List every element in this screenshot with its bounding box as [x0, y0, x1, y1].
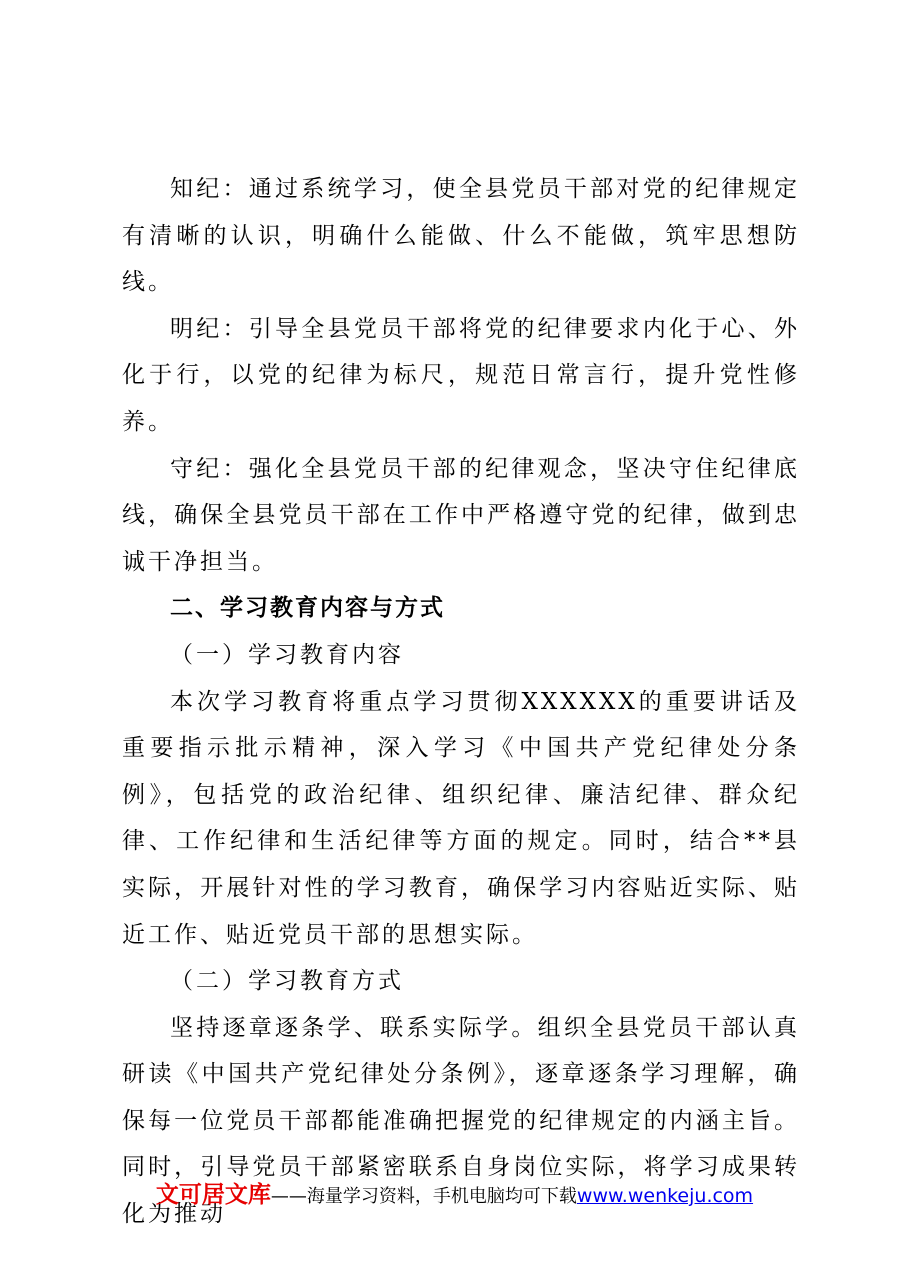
paragraph-study-content: 本次学习教育将重点学习贯彻XXXXXX的重要讲话及重要指示批示精神，深入学习《中国共产党纪律处分条例》，包括党的政治纪律、组织纪律、廉洁纪律、群众纪律、工作纪律和生活纪律等方面的规定。同时，结合**县实际，开展针对性的学习教育，确保学习内容贴近实际、贴近工作、贴近党员干部的思想实际。 — [122, 688, 800, 948]
paragraph-shouji: 守纪：强化全县党员干部的纪律观念，坚决守住纪律底线，确保全县党员干部在工作中严格遵守党的纪律，做到忠诚干净担当。 — [122, 455, 800, 575]
section-heading-content-and-method: 二、学习教育内容与方式 — [170, 595, 445, 622]
paragraph-study-method: 坚持逐章逐条学、联系实际学。组织全县党员干部认真研读《中国共产党纪律处分条例》，逐章逐条学习理解，确保每一位党员干部都能准确把握党的纪律规定的内涵主旨。同时，引导党员干部紧密联系自身岗位实际，将学习成果转化为推动 — [122, 1014, 800, 1228]
paragraph-mingji: 明纪：引导全县党员干部将党的纪律要求内化于心、外化于行，以党的纪律为标尺，规范日常言行，提升党性修养。 — [122, 315, 800, 435]
footer-brand: 文可居文库 — [155, 1182, 271, 1208]
footer-slogan: ——海量学习资料，手机电脑均可下载 — [270, 1186, 577, 1207]
paragraph-zhiji: 知纪：通过系统学习，使全县党员干部对党的纪律规定有清晰的认识，明确什么能做、什么不能做，筑牢思想防线。 — [122, 176, 800, 296]
document-body — [122, 166, 800, 1238]
page-footer — [0, 1180, 909, 1212]
footer-site-link[interactable]: www.wenkeju.com — [576, 1185, 754, 1207]
subheading-study-method: （二）学习教育方式 — [170, 968, 404, 995]
subheading-study-content: （一）学习教育内容 — [170, 641, 404, 668]
